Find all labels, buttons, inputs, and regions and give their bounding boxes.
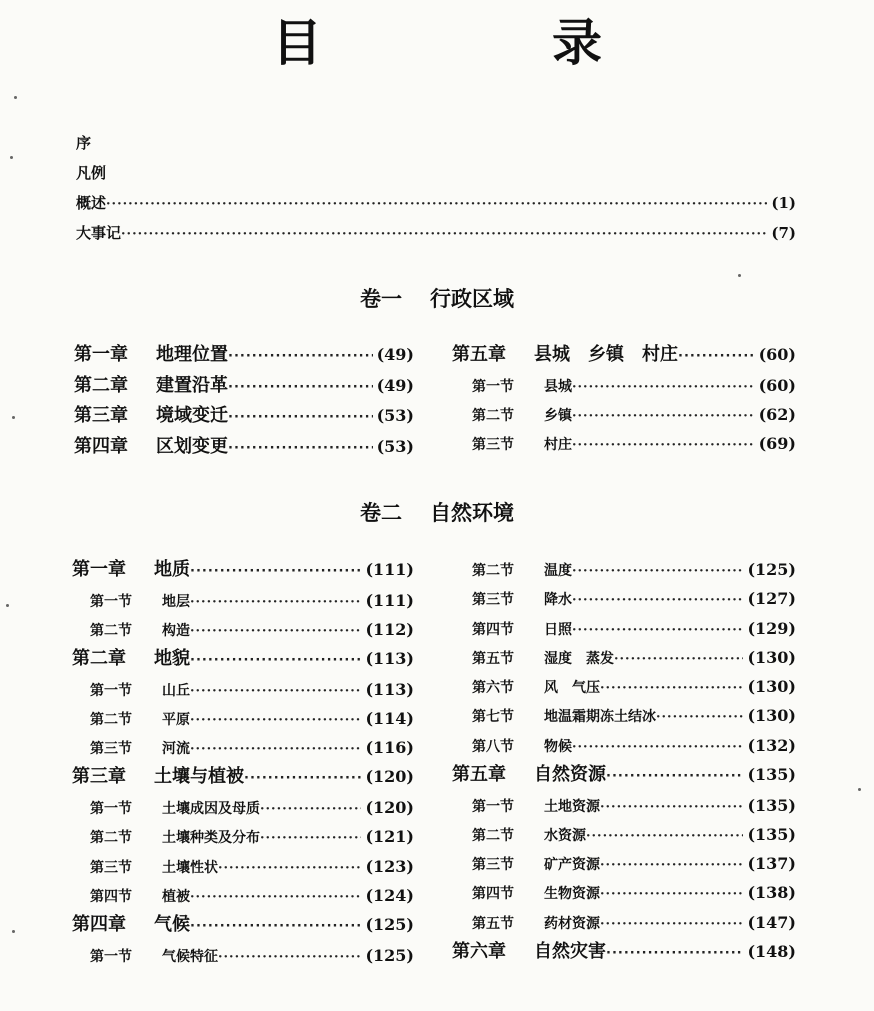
section-number: 第三节 [472, 857, 514, 874]
scan-speck [12, 416, 15, 419]
page-title: 目 录 [272, 14, 692, 72]
leader-dots [228, 403, 373, 434]
section-entry[interactable] [72, 822, 414, 851]
section-number: 第二节 [90, 830, 132, 847]
chapter-title: 区划变更 [156, 435, 228, 457]
scan-speck [12, 930, 15, 933]
section-title: 平原 [162, 711, 190, 728]
section-title: 药材资源 [544, 915, 600, 932]
section-title: 山丘 [162, 682, 190, 699]
section-entry[interactable] [72, 675, 414, 704]
page-number: (113) [365, 679, 414, 699]
section-number: 第一节 [472, 378, 514, 395]
chapter-number: 第二章 [72, 648, 126, 670]
section-entry[interactable] [452, 908, 796, 937]
volume-1-left-column [74, 340, 414, 462]
volume-2-left-column [72, 555, 414, 970]
chapter-entry[interactable] [452, 340, 796, 371]
section-entry[interactable] [72, 704, 414, 733]
section-entry[interactable] [452, 701, 796, 730]
page-number: (60) [758, 375, 796, 395]
chapter-title: 自然灾害 [534, 941, 606, 963]
leader-dots [656, 703, 743, 732]
section-number: 第五节 [472, 915, 514, 932]
leader-dots [572, 402, 755, 431]
section-number: 第一节 [90, 593, 132, 610]
section-entry[interactable] [452, 614, 796, 643]
section-number: 第二节 [472, 827, 514, 844]
page-number: (114) [365, 708, 414, 728]
section-title: 土地资源 [544, 798, 600, 815]
page-number: (112) [365, 619, 414, 639]
page-number: (135) [747, 795, 796, 815]
section-number: 第三节 [472, 592, 514, 609]
section-title: 矿产资源 [544, 857, 600, 874]
section-entry[interactable] [452, 731, 796, 760]
section-title: 村庄 [544, 437, 572, 454]
section-number: 第一节 [90, 800, 132, 817]
page-number: (120) [365, 767, 414, 787]
chapter-title: 气候 [154, 914, 190, 936]
section-number: 第四节 [472, 621, 514, 638]
page-number: (121) [365, 827, 414, 847]
section-title: 生物资源 [544, 886, 600, 903]
page-number: (124) [365, 885, 414, 905]
entry-title: 概述 [76, 194, 107, 212]
leader-dots [572, 431, 755, 460]
chapter-entry[interactable] [74, 432, 414, 463]
section-number: 第五节 [472, 650, 514, 667]
chapter-number: 第二章 [74, 374, 128, 396]
page-number: (132) [747, 735, 796, 755]
leader-dots [572, 557, 743, 586]
page-number: (113) [365, 649, 414, 669]
section-title: 温度 [544, 563, 572, 579]
page-number: (147) [747, 912, 796, 932]
page-number: (1) [771, 194, 796, 212]
scan-speck [6, 604, 9, 607]
leader-dots [572, 373, 755, 402]
chapter-number: 第五章 [452, 764, 506, 786]
leader-dots [228, 373, 373, 404]
page-number: (111) [365, 590, 414, 610]
page-number: (49) [376, 345, 414, 364]
section-number: 第二节 [472, 407, 514, 424]
page-number: (135) [747, 765, 796, 785]
volume-label: 卷二 [360, 501, 402, 525]
page-number: (123) [365, 856, 414, 876]
chapter-number: 第四章 [74, 435, 128, 457]
chapter-entry[interactable] [72, 762, 414, 793]
section-title: 降水 [544, 592, 572, 609]
leader-dots [260, 795, 361, 824]
page-number: (116) [365, 738, 414, 758]
leader-dots [260, 824, 361, 853]
scan-speck [14, 96, 17, 99]
volume-heading [0, 283, 874, 313]
page-number: (138) [747, 883, 796, 903]
page-number: (135) [747, 824, 796, 844]
section-entry[interactable] [452, 584, 796, 613]
volume-name: 行政区域 [430, 287, 514, 311]
section-entry[interactable] [452, 849, 796, 878]
section-title: 湿度 蒸发 [544, 650, 614, 667]
section-title: 物候 [544, 738, 572, 755]
leader-dots [190, 617, 361, 646]
leader-dots [614, 645, 743, 674]
leader-dots [218, 854, 361, 883]
chapter-title: 境域变迁 [156, 405, 228, 426]
section-title: 水资源 [544, 827, 586, 844]
page-number: (125) [365, 945, 414, 965]
section-title: 植被 [162, 888, 190, 905]
scan-speck [738, 274, 741, 277]
section-number: 第二节 [90, 622, 132, 639]
section-number: 第一节 [90, 682, 132, 699]
leader-dots [586, 822, 743, 851]
leader-dots [600, 793, 743, 822]
leader-dots [600, 910, 743, 939]
section-number: 第四节 [472, 886, 514, 903]
leader-dots [106, 190, 767, 220]
page-number: (125) [365, 915, 414, 935]
toc-entry-chronicle[interactable] [76, 218, 796, 248]
front-matter-list [76, 128, 796, 248]
leader-dots [600, 851, 743, 880]
leader-dots [190, 677, 361, 706]
chapter-number: 第三章 [74, 405, 128, 426]
section-number: 第六节 [472, 680, 514, 697]
page-number: (111) [365, 560, 414, 579]
page-number: (69) [758, 434, 796, 454]
chapter-title: 自然资源 [534, 764, 606, 786]
leader-dots [190, 883, 361, 912]
section-entry[interactable] [72, 852, 414, 881]
leader-dots [228, 434, 373, 465]
chapter-number: 第四章 [72, 914, 126, 936]
chapter-entry[interactable] [452, 760, 796, 791]
page-number: (127) [747, 589, 796, 609]
leader-dots [121, 220, 767, 250]
section-entry[interactable] [452, 429, 796, 458]
chapter-number: 第五章 [452, 344, 506, 365]
section-entry[interactable] [452, 555, 796, 584]
section-number: 第二节 [472, 563, 514, 579]
section-entry[interactable] [452, 400, 796, 429]
leader-dots [228, 342, 373, 373]
leader-dots [190, 557, 361, 588]
chapter-entry[interactable] [452, 937, 796, 968]
chapter-title: 地理位置 [156, 344, 228, 365]
chapter-title: 地貌 [154, 648, 190, 670]
toc-entry-preface[interactable] [76, 128, 796, 158]
section-entry[interactable] [72, 881, 414, 910]
section-title: 地温霜期冻土结冰 [544, 709, 656, 726]
leader-dots [678, 342, 755, 373]
leader-dots [600, 674, 743, 703]
entry-title: 大事记 [76, 224, 122, 242]
page-number: (125) [747, 560, 796, 579]
chapter-title: 县城 乡镇 村庄 [534, 344, 678, 365]
page-number: (53) [376, 406, 414, 425]
leader-dots [600, 880, 743, 909]
volume-label: 卷一 [360, 287, 402, 311]
section-title: 河流 [162, 741, 190, 758]
toc-entry-guide[interactable] [76, 158, 796, 188]
section-title: 土壤成因及母质 [162, 800, 260, 817]
page-number: (120) [365, 797, 414, 817]
toc-entry-overview[interactable] [76, 188, 796, 218]
leader-dots [244, 764, 361, 795]
section-number: 第三节 [90, 741, 132, 758]
chapter-title: 土壤与植被 [154, 766, 244, 788]
leader-dots [572, 586, 743, 615]
leader-dots [190, 646, 361, 677]
section-number: 第一节 [90, 948, 132, 965]
page-number: (62) [758, 404, 796, 424]
chapter-number: 第六章 [452, 941, 506, 963]
section-title: 地层 [162, 593, 190, 610]
section-entry[interactable] [452, 820, 796, 849]
chapter-number: 第三章 [72, 766, 126, 788]
page-number: (53) [376, 436, 414, 456]
section-number: 第三节 [90, 859, 132, 876]
page-number: (130) [747, 647, 796, 667]
chapter-number: 第一章 [72, 559, 126, 580]
chapter-entry[interactable] [72, 910, 414, 941]
leader-dots [572, 733, 743, 762]
chapter-number: 第一章 [74, 344, 128, 365]
page-number: (7) [771, 224, 796, 242]
section-entry[interactable] [452, 371, 796, 400]
page-number: (60) [758, 345, 796, 364]
scan-speck [10, 156, 13, 159]
section-entry[interactable] [72, 733, 414, 762]
section-entry[interactable] [72, 941, 414, 970]
section-entry[interactable] [72, 586, 414, 615]
chapter-entry[interactable] [74, 340, 414, 371]
volume-name: 自然环境 [430, 501, 514, 525]
leader-dots [190, 706, 361, 735]
section-number: 第七节 [472, 709, 514, 726]
chapter-entry[interactable] [74, 401, 414, 432]
volume-2-right-column [452, 555, 796, 968]
section-entry[interactable] [72, 615, 414, 644]
section-entry[interactable] [452, 791, 796, 820]
leader-dots [218, 943, 361, 972]
section-entry[interactable] [452, 643, 796, 672]
leader-dots [190, 588, 361, 617]
section-number: 第四节 [90, 888, 132, 905]
page-number: (148) [747, 942, 796, 962]
page-number: (137) [747, 854, 796, 874]
section-entry[interactable] [72, 793, 414, 822]
entry-title: 凡例 [76, 164, 107, 182]
volume-1-right-column [452, 340, 796, 458]
section-entry[interactable] [452, 672, 796, 701]
chapter-title: 地质 [154, 559, 190, 580]
section-number: 第一节 [472, 798, 514, 815]
section-title: 构造 [162, 622, 190, 639]
section-title: 气候特征 [162, 948, 218, 965]
leader-dots [572, 616, 743, 645]
section-number: 第八节 [472, 738, 514, 755]
page-number: (49) [376, 375, 414, 395]
section-title: 土壤性状 [162, 859, 218, 876]
chapter-entry[interactable] [74, 371, 414, 402]
section-number: 第三节 [472, 437, 514, 454]
section-title: 土壤种类及分布 [162, 830, 260, 847]
leader-dots [190, 912, 361, 943]
section-title: 县城 [544, 378, 572, 395]
page-number: (130) [747, 706, 796, 726]
section-title: 乡镇 [544, 407, 572, 424]
section-title: 日照 [544, 621, 572, 638]
leader-dots [606, 939, 743, 970]
page-number: (129) [747, 618, 796, 638]
chapter-entry[interactable] [72, 555, 414, 586]
chapter-entry[interactable] [72, 644, 414, 675]
leader-dots [190, 735, 361, 764]
section-entry[interactable] [452, 878, 796, 907]
page-number: (130) [747, 677, 796, 697]
leader-dots [606, 762, 743, 793]
volume-heading [0, 497, 874, 527]
scan-speck [858, 788, 861, 791]
section-title: 风 气压 [544, 680, 600, 697]
section-number: 第二节 [90, 711, 132, 728]
chapter-title: 建置沿革 [156, 374, 228, 396]
entry-title: 序 [76, 134, 92, 152]
